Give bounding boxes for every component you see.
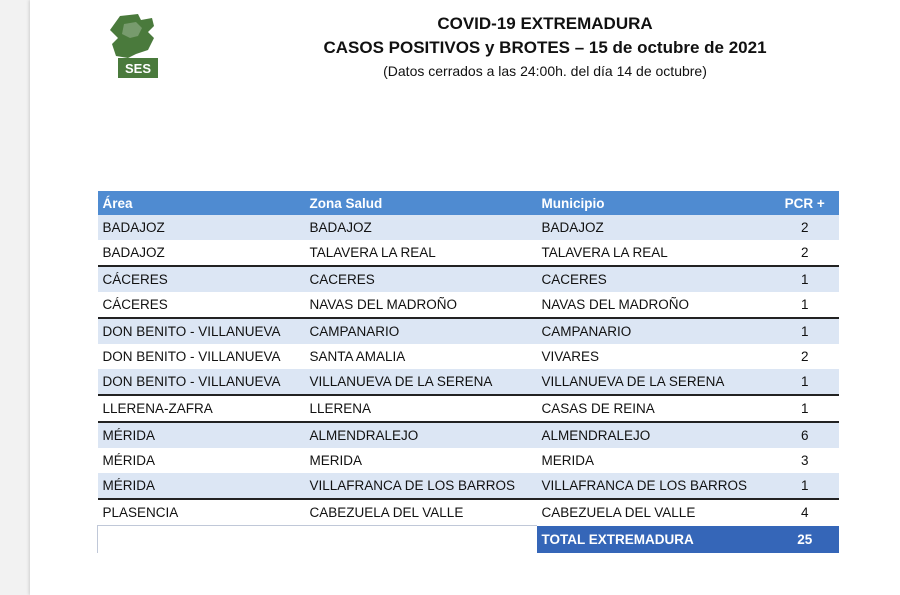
cell-municipio: MERIDA (541, 453, 595, 468)
cell-municipio: BADAJOZ (537, 215, 771, 240)
cell-municipio: VILLANUEVA DE LA SERENA (537, 369, 771, 395)
cell-pcr: 1 (771, 395, 840, 422)
cell-zona: CABEZUELA DEL VALLE (305, 499, 537, 526)
total-row (98, 526, 840, 554)
table-row (98, 499, 840, 526)
cell-municipio: ALMENDRALEJO (537, 422, 771, 448)
cell-municipio: CASAS DE REINA (537, 395, 771, 422)
table-row (98, 318, 840, 344)
cell-area: BADAJOZ (98, 215, 305, 240)
title-line-1: COVID-19 EXTREMADURA (437, 14, 653, 33)
title-line-2: CASOS POSITIVOS y BROTES – 15 de octubre de 2021 (323, 38, 767, 57)
cell-zona: LLERENA (305, 395, 537, 422)
cell-area: LLERENA-ZAFRA (98, 395, 305, 422)
cell-municipio: CABEZUELA DEL VALLE (537, 499, 771, 526)
logo-text: SES (124, 61, 152, 76)
table-row (98, 448, 840, 473)
cell-area: CÁCERES (102, 297, 168, 312)
table-row (98, 344, 840, 369)
cell-pcr: 6 (771, 422, 840, 448)
cell-zona: NAVAS DEL MADROÑO (309, 297, 458, 312)
document-header (275, 12, 815, 82)
total-blank-cell (98, 526, 537, 554)
cell-pcr: 1 (771, 473, 840, 499)
cell-area: CÁCERES (98, 266, 305, 292)
cell-pcr: 1 (771, 318, 840, 344)
cell-municipio: CAMPANARIO (537, 318, 771, 344)
cell-area: DON BENITO - VILLANUEVA (102, 349, 281, 364)
cell-municipio: CACERES (537, 266, 771, 292)
cell-municipio: TALAVERA LA REAL (541, 245, 668, 260)
cell-zona: ALMENDRALEJO (305, 422, 537, 448)
cell-pcr: 2 (800, 245, 809, 260)
ses-logo (108, 10, 173, 82)
cell-municipio: VIVARES (541, 349, 600, 364)
cell-pcr: 4 (771, 499, 840, 526)
cell-pcr: 3 (800, 453, 809, 468)
cell-pcr: 1 (771, 266, 840, 292)
cell-area: DON BENITO - VILLANUEVA (98, 318, 305, 344)
table-row (98, 395, 840, 422)
table-row (98, 292, 840, 318)
cell-pcr: 2 (800, 349, 809, 364)
header-area: Área (98, 191, 305, 215)
cell-area: DON BENITO - VILLANUEVA (98, 369, 305, 395)
cell-pcr: 1 (800, 297, 809, 312)
total-value: 25 (771, 526, 840, 554)
table-row (98, 215, 840, 240)
cell-area: MÉRIDA (102, 453, 156, 468)
table-row (98, 266, 840, 292)
cell-zona: CACERES (305, 266, 537, 292)
cell-area: PLASENCIA (98, 499, 305, 526)
cell-zona: BADAJOZ (305, 215, 537, 240)
cell-municipio: VILLAFRANCA DE LOS BARROS (537, 473, 771, 499)
cell-pcr: 2 (771, 215, 840, 240)
cell-pcr: 1 (771, 369, 840, 395)
table-header-row (98, 191, 840, 215)
cell-zona: CAMPANARIO (305, 318, 537, 344)
header-municipio: Municipio (537, 191, 771, 215)
header-pcr: PCR + (771, 191, 840, 215)
table-row (98, 240, 840, 266)
cell-zona: SANTA AMALIA (309, 349, 406, 364)
cell-zona: MERIDA (309, 453, 363, 468)
cell-area: BADAJOZ (102, 245, 165, 260)
table-row (98, 473, 840, 499)
total-label: TOTAL EXTREMADURA (537, 526, 771, 554)
table-row (98, 369, 840, 395)
document-page (30, 0, 900, 595)
cell-zona: TALAVERA LA REAL (309, 245, 436, 260)
cell-area: MÉRIDA (98, 422, 305, 448)
subtitle: (Datos cerrados a las 24:00h. del día 14 de octubre) (383, 63, 707, 79)
cell-zona: VILLAFRANCA DE LOS BARROS (305, 473, 537, 499)
cases-table (97, 191, 839, 553)
cell-zona: VILLANUEVA DE LA SERENA (305, 369, 537, 395)
header-zona-salud: Zona Salud (305, 191, 537, 215)
table-row (98, 422, 840, 448)
cell-area: MÉRIDA (98, 473, 305, 499)
cell-municipio: NAVAS DEL MADROÑO (541, 297, 690, 312)
